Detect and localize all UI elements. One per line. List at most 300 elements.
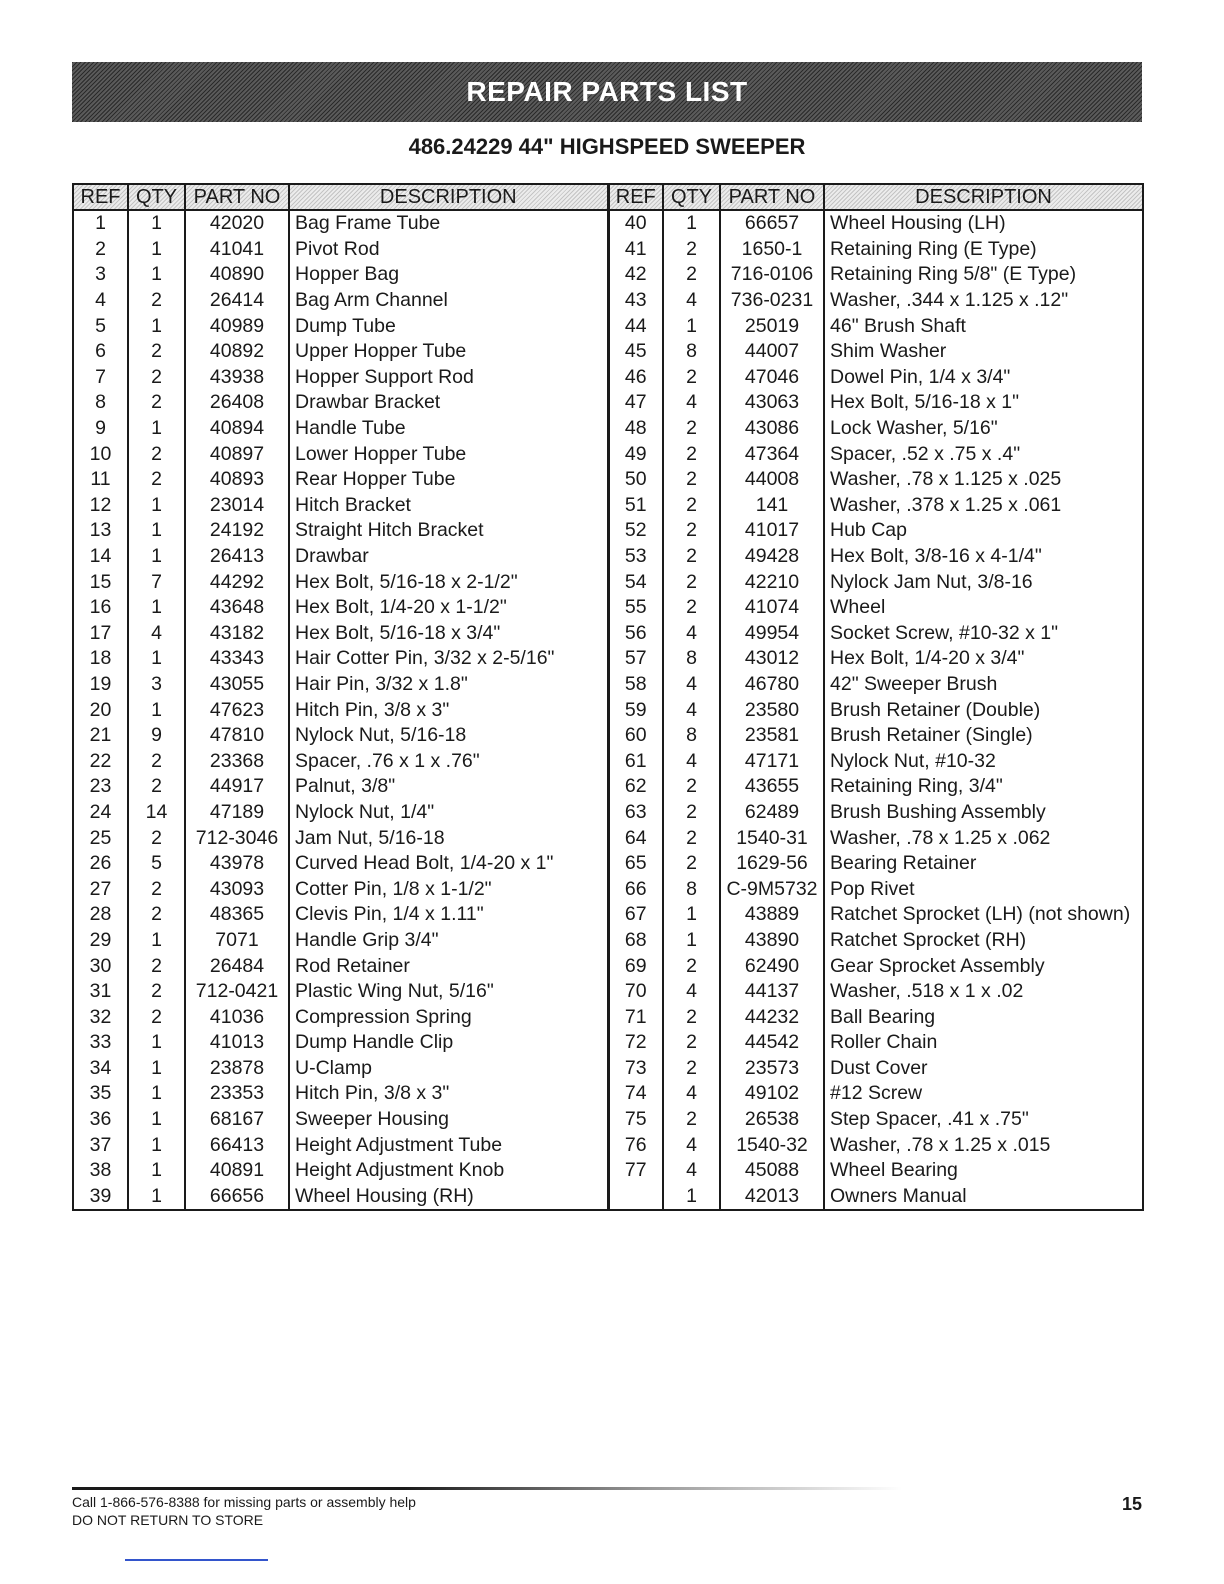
qty-cell: 2 [663,518,720,544]
ref-cell: 24 [73,800,128,826]
ref-cell: 36 [73,1107,128,1133]
part-no-cell: 40893 [185,467,289,493]
description-cell: Washer, .78 x 1.25 x .015 [824,1132,1143,1158]
description-cell: Spacer, .52 x .75 x .4" [824,441,1143,467]
table-row [73,518,1143,544]
part-no-cell: 23353 [185,1081,289,1107]
qty-cell: 2 [128,441,185,467]
ref-cell: 11 [73,467,128,493]
table-row [73,876,1143,902]
table-row [73,979,1143,1005]
description-cell: Height Adjustment Tube [289,1132,608,1158]
ref-cell: 68 [608,928,663,954]
description-cell: Gear Sprocket Assembly [824,953,1143,979]
part-no-cell: 43182 [185,621,289,647]
description-cell: Hex Bolt, 3/8-16 x 4-1/4" [824,544,1143,570]
ref-cell: 62 [608,774,663,800]
qty-cell: 4 [663,748,720,774]
description-cell: Bag Arm Channel [289,288,608,314]
table-row [73,544,1143,570]
qty-cell: 2 [128,748,185,774]
description-cell: Dowel Pin, 1/4 x 3/4" [824,365,1143,391]
ref-cell: 43 [608,288,663,314]
ref-cell: 66 [608,876,663,902]
ref-cell: 76 [608,1132,663,1158]
description-cell: Straight Hitch Bracket [289,518,608,544]
description-cell: Curved Head Bolt, 1/4-20 x 1" [289,851,608,877]
description-cell: Dump Handle Clip [289,1030,608,1056]
ref-cell: 25 [73,825,128,851]
part-no-cell: 62489 [720,800,824,826]
repair-parts-table [72,183,1144,1211]
ref-cell: 47 [608,390,663,416]
part-no-cell: 48365 [185,902,289,928]
qty-cell: 7 [128,569,185,595]
ref-cell: 64 [608,825,663,851]
ref-cell: 1 [73,210,128,237]
table-row [73,1030,1143,1056]
qty-cell: 4 [663,1158,720,1184]
table-row [73,928,1143,954]
qty-cell: 4 [663,390,720,416]
part-no-cell: 26408 [185,390,289,416]
part-no-cell: 26414 [185,288,289,314]
qty-cell: 2 [128,979,185,1005]
bottom-link-underline [125,1559,268,1561]
description-cell: Roller Chain [824,1030,1143,1056]
ref-cell: 29 [73,928,128,954]
part-no-cell: 1540-32 [720,1132,824,1158]
ref-cell: 3 [73,262,128,288]
ref-cell: 22 [73,748,128,774]
ref-cell: 15 [73,569,128,595]
qty-cell: 1 [128,313,185,339]
table-row [73,262,1143,288]
qty-cell: 1 [128,262,185,288]
part-no-cell: 43343 [185,646,289,672]
description-cell: Ball Bearing [824,1004,1143,1030]
qty-cell: 2 [663,441,720,467]
description-cell: Retaining Ring (E Type) [824,237,1143,263]
description-cell: Washer, .344 x 1.125 x .12" [824,288,1143,314]
table-row [73,210,1143,237]
ref-cell: 72 [608,1030,663,1056]
ref-cell: 7 [73,365,128,391]
description-cell: Nylock Jam Nut, 3/8-16 [824,569,1143,595]
table-row [73,902,1143,928]
ref-cell: 13 [73,518,128,544]
table-row [73,646,1143,672]
part-no-cell: 23014 [185,493,289,519]
ref-cell: 65 [608,851,663,877]
ref-cell: 20 [73,697,128,723]
ref-cell: 19 [73,672,128,698]
qty-cell: 2 [663,825,720,851]
ref-cell: 28 [73,902,128,928]
parts-table-body [73,210,1143,1210]
qty-cell: 1 [128,595,185,621]
table-row [73,697,1143,723]
description-cell: Washer, .518 x 1 x .02 [824,979,1143,1005]
table-row [73,390,1143,416]
part-no-cell: 42210 [720,569,824,595]
table-row [73,1107,1143,1133]
header-description: DESCRIPTION [824,184,1143,210]
table-row [73,595,1143,621]
qty-cell: 2 [663,774,720,800]
qty-cell: 2 [128,390,185,416]
header-ref: REF [73,184,128,210]
qty-cell: 2 [128,339,185,365]
description-cell: Compression Spring [289,1004,608,1030]
description-cell: Jam Nut, 5/16-18 [289,825,608,851]
part-no-cell: 43938 [185,365,289,391]
description-cell: Washer, .78 x 1.25 x .062 [824,825,1143,851]
description-cell: Hub Cap [824,518,1143,544]
ref-cell: 51 [608,493,663,519]
ref-cell: 16 [73,595,128,621]
qty-cell: 1 [128,1184,185,1211]
description-cell: Step Spacer, .41 x .75" [824,1107,1143,1133]
header-ref: REF [608,184,663,210]
ref-cell: 42 [608,262,663,288]
part-no-cell: 23878 [185,1056,289,1082]
description-cell: Hex Bolt, 1/4-20 x 1-1/2" [289,595,608,621]
ref-cell: 45 [608,339,663,365]
description-cell: Drawbar [289,544,608,570]
qty-cell: 14 [128,800,185,826]
qty-cell: 1 [663,1184,720,1211]
part-no-cell: 7071 [185,928,289,954]
part-no-cell: 66656 [185,1184,289,1211]
table-row [73,1158,1143,1184]
ref-cell: 21 [73,723,128,749]
qty-cell: 1 [128,697,185,723]
part-no-cell: 44137 [720,979,824,1005]
qty-cell: 1 [128,1081,185,1107]
ref-cell: 67 [608,902,663,928]
part-no-cell: 736-0231 [720,288,824,314]
part-no-cell: 26413 [185,544,289,570]
qty-cell: 2 [663,416,720,442]
description-cell: Handle Tube [289,416,608,442]
description-cell: Spacer, .76 x 1 x .76" [289,748,608,774]
part-no-cell: 1650-1 [720,237,824,263]
description-cell: Rear Hopper Tube [289,467,608,493]
description-cell: Nylock Nut, #10-32 [824,748,1143,774]
description-cell: Hair Pin, 3/32 x 1.8" [289,672,608,698]
part-no-cell: 44008 [720,467,824,493]
part-no-cell: 1629-56 [720,851,824,877]
ref-cell: 61 [608,748,663,774]
description-cell: Hopper Support Rod [289,365,608,391]
part-no-cell: 47623 [185,697,289,723]
ref-cell: 40 [608,210,663,237]
qty-cell: 3 [128,672,185,698]
qty-cell: 2 [663,1056,720,1082]
table-row [73,493,1143,519]
description-cell: Hopper Bag [289,262,608,288]
description-cell: Hitch Pin, 3/8 x 3" [289,697,608,723]
table-row [73,313,1143,339]
part-no-cell: 49428 [720,544,824,570]
part-no-cell: 41036 [185,1004,289,1030]
description-cell: U-Clamp [289,1056,608,1082]
description-cell: Hitch Bracket [289,493,608,519]
ref-cell: 70 [608,979,663,1005]
part-no-cell: 47171 [720,748,824,774]
description-cell: Handle Grip 3/4" [289,928,608,954]
ref-cell: 4 [73,288,128,314]
table-row [73,748,1143,774]
part-no-cell: 43093 [185,876,289,902]
banner-title: REPAIR PARTS LIST [466,76,748,107]
table-row [73,825,1143,851]
ref-cell: 49 [608,441,663,467]
ref-cell: 35 [73,1081,128,1107]
qty-cell: 1 [128,210,185,237]
table-row [73,1004,1143,1030]
description-cell: #12 Screw [824,1081,1143,1107]
ref-cell: 2 [73,237,128,263]
description-cell: Lock Washer, 5/16" [824,416,1143,442]
part-no-cell: 716-0106 [720,262,824,288]
description-cell: Wheel [824,595,1143,621]
model-title: 486.24229 44" HIGHSPEED SWEEPER [408,134,806,159]
part-no-cell: 40897 [185,441,289,467]
qty-cell: 1 [663,928,720,954]
ref-cell: 54 [608,569,663,595]
qty-cell: 2 [663,1004,720,1030]
qty-cell: 2 [663,851,720,877]
ref-cell: 59 [608,697,663,723]
part-no-cell: 25019 [720,313,824,339]
ref-cell: 23 [73,774,128,800]
table-row [73,467,1143,493]
table-row [73,365,1143,391]
ref-cell: 77 [608,1158,663,1184]
part-no-cell: 141 [720,493,824,519]
part-no-cell: 42020 [185,210,289,237]
ref-cell: 32 [73,1004,128,1030]
qty-cell: 2 [663,544,720,570]
part-no-cell: 43648 [185,595,289,621]
qty-cell: 1 [128,416,185,442]
description-cell: Clevis Pin, 1/4 x 1.11" [289,902,608,928]
ref-cell: 52 [608,518,663,544]
table-row [73,672,1143,698]
header-description: DESCRIPTION [289,184,608,210]
qty-cell: 5 [128,851,185,877]
header-part-no: PART NO [720,184,824,210]
qty-cell: 2 [663,493,720,519]
ref-cell: 58 [608,672,663,698]
part-no-cell: 43055 [185,672,289,698]
description-cell: Pivot Rod [289,237,608,263]
ref-cell: 74 [608,1081,663,1107]
part-no-cell: C-9M5732 [720,876,824,902]
ref-cell: 55 [608,595,663,621]
qty-cell: 2 [128,876,185,902]
qty-cell: 1 [128,1132,185,1158]
ref-cell: 39 [73,1184,128,1211]
part-no-cell: 47189 [185,800,289,826]
description-cell: Hex Bolt, 5/16-18 x 2-1/2" [289,569,608,595]
qty-cell: 1 [128,493,185,519]
qty-cell: 2 [128,825,185,851]
table-row [73,1081,1143,1107]
ref-cell: 34 [73,1056,128,1082]
ref-cell: 14 [73,544,128,570]
description-cell: Nylock Nut, 5/16-18 [289,723,608,749]
qty-cell: 1 [663,210,720,237]
part-no-cell: 66657 [720,210,824,237]
qty-cell: 1 [128,518,185,544]
qty-cell: 1 [663,313,720,339]
description-cell: Retaining Ring 5/8" (E Type) [824,262,1143,288]
qty-cell: 4 [663,288,720,314]
part-no-cell: 40894 [185,416,289,442]
part-no-cell: 46780 [720,672,824,698]
table-row [73,441,1143,467]
part-no-cell: 49102 [720,1081,824,1107]
ref-cell: 12 [73,493,128,519]
part-no-cell: 45088 [720,1158,824,1184]
qty-cell: 2 [663,467,720,493]
qty-cell: 4 [663,1132,720,1158]
ref-cell: 26 [73,851,128,877]
description-cell: Washer, .78 x 1.125 x .025 [824,467,1143,493]
qty-cell: 1 [128,1158,185,1184]
description-cell: Wheel Housing (LH) [824,210,1143,237]
table-row [73,1056,1143,1082]
description-cell: Rod Retainer [289,953,608,979]
header-banner [72,62,1142,122]
part-no-cell: 41017 [720,518,824,544]
description-cell: Ratchet Sprocket (LH) (not shown) [824,902,1143,928]
table-row [73,237,1143,263]
table-row [73,288,1143,314]
part-no-cell: 40892 [185,339,289,365]
part-no-cell: 41041 [185,237,289,263]
ref-cell: 27 [73,876,128,902]
part-no-cell: 49954 [720,621,824,647]
part-no-cell: 47046 [720,365,824,391]
part-no-cell: 41074 [720,595,824,621]
part-no-cell: 712-0421 [185,979,289,1005]
part-no-cell: 43889 [720,902,824,928]
description-cell: Lower Hopper Tube [289,441,608,467]
ref-cell: 6 [73,339,128,365]
qty-cell: 8 [663,723,720,749]
ref-cell [608,1184,663,1211]
qty-cell: 4 [128,621,185,647]
qty-cell: 2 [663,953,720,979]
ref-cell: 5 [73,313,128,339]
header-qty: QTY [128,184,185,210]
description-cell: Sweeper Housing [289,1107,608,1133]
qty-cell: 2 [128,467,185,493]
description-cell: Drawbar Bracket [289,390,608,416]
part-no-cell: 40989 [185,313,289,339]
qty-cell: 4 [663,1081,720,1107]
qty-cell: 1 [128,928,185,954]
qty-cell: 2 [128,902,185,928]
table-row [73,621,1143,647]
part-no-cell: 40891 [185,1158,289,1184]
description-cell: 46" Brush Shaft [824,313,1143,339]
qty-cell: 2 [663,569,720,595]
part-no-cell: 23573 [720,1056,824,1082]
ref-cell: 31 [73,979,128,1005]
description-cell: Hex Bolt, 5/16-18 x 3/4" [289,621,608,647]
header-part-no: PART NO [185,184,289,210]
qty-cell: 2 [663,1107,720,1133]
ref-cell: 38 [73,1158,128,1184]
description-cell: Dust Cover [824,1056,1143,1082]
part-no-cell: 43978 [185,851,289,877]
ref-cell: 53 [608,544,663,570]
ref-cell: 10 [73,441,128,467]
qty-cell: 2 [128,953,185,979]
ref-cell: 17 [73,621,128,647]
qty-cell: 2 [663,262,720,288]
ref-cell: 48 [608,416,663,442]
part-no-cell: 24192 [185,518,289,544]
description-cell: Ratchet Sprocket (RH) [824,928,1143,954]
part-no-cell: 23580 [720,697,824,723]
qty-cell: 2 [128,365,185,391]
ref-cell: 46 [608,365,663,391]
description-cell: Hex Bolt, 1/4-20 x 3/4" [824,646,1143,672]
description-cell: Washer, .378 x 1.25 x .061 [824,493,1143,519]
description-cell: Socket Screw, #10-32 x 1" [824,621,1143,647]
ref-cell: 60 [608,723,663,749]
qty-cell: 1 [128,237,185,263]
part-no-cell: 26538 [720,1107,824,1133]
description-cell: Pop Rivet [824,876,1143,902]
ref-cell: 41 [608,237,663,263]
description-cell: Wheel Bearing [824,1158,1143,1184]
table-row [73,339,1143,365]
ref-cell: 37 [73,1132,128,1158]
part-no-cell: 41013 [185,1030,289,1056]
description-cell: Brush Retainer (Double) [824,697,1143,723]
qty-cell: 4 [663,672,720,698]
part-no-cell: 26484 [185,953,289,979]
qty-cell: 4 [663,697,720,723]
part-no-cell: 43063 [720,390,824,416]
part-no-cell: 43890 [720,928,824,954]
description-cell: Brush Bushing Assembly [824,800,1143,826]
part-no-cell: 23368 [185,748,289,774]
ref-cell: 8 [73,390,128,416]
part-no-cell: 44232 [720,1004,824,1030]
table-row [73,416,1143,442]
part-no-cell: 62490 [720,953,824,979]
qty-cell: 2 [128,774,185,800]
header-qty: QTY [663,184,720,210]
table-row [73,953,1143,979]
table-row [73,800,1143,826]
description-cell: Hitch Pin, 3/8 x 3" [289,1081,608,1107]
qty-cell: 8 [663,646,720,672]
part-no-cell: 42013 [720,1184,824,1211]
part-no-cell: 44292 [185,569,289,595]
table-header-row [73,184,1143,210]
part-no-cell: 40890 [185,262,289,288]
ref-cell: 63 [608,800,663,826]
